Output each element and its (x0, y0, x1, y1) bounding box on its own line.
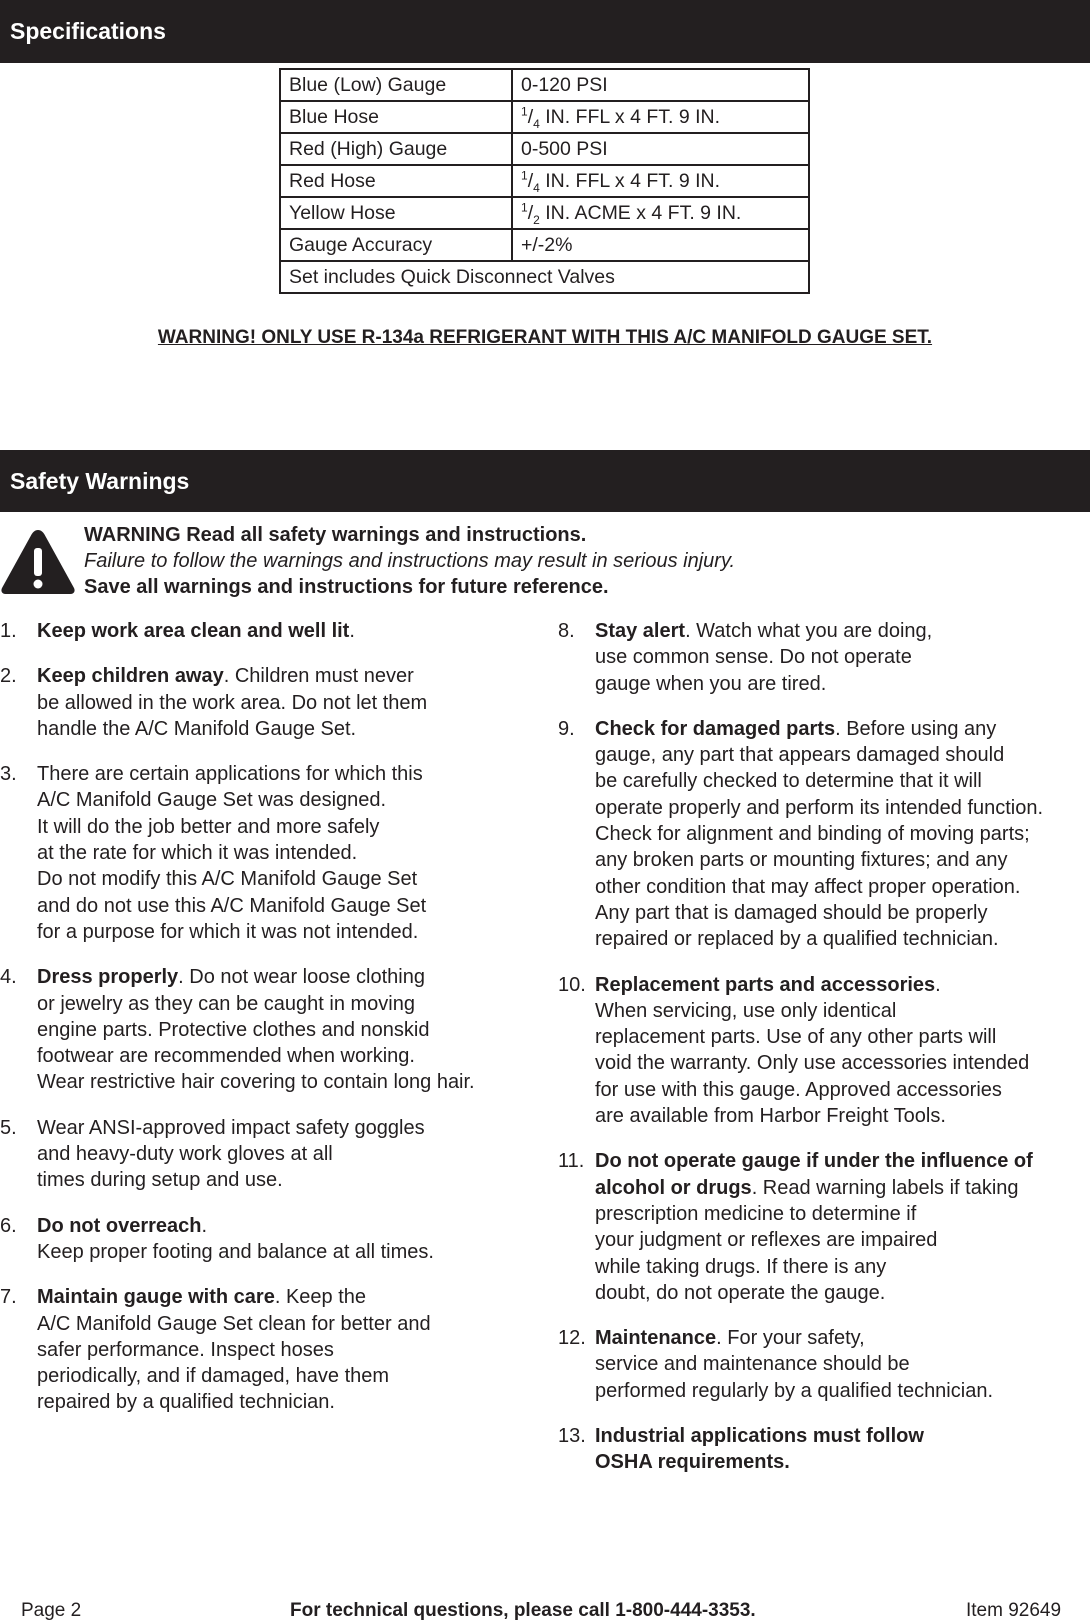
safety-item-text: . (349, 620, 355, 642)
safety-item-text: . For your safety, service and maintenance should be performed regularly by a qualified technician. (595, 1327, 993, 1402)
footer-item-number: Item 92649 (966, 1600, 1062, 1621)
spec-row (280, 229, 809, 261)
safety-intro (84, 522, 735, 600)
spec-value (512, 133, 809, 165)
safety-item (558, 1325, 1090, 1404)
intro-save-line: Save all warnings and instructions for future reference. (84, 576, 609, 598)
safety-item-number: 3. (0, 763, 17, 786)
safety-item (0, 761, 535, 945)
safety-item-text: . Do not wear loose clothing or jewelry as they can be caught in moving engine parts. Protective clothes and nonskid footwear are recommended when working. Wear restrictive hair covering to contain long hair. (37, 966, 475, 1094)
spec-label: Red Hose (280, 165, 512, 197)
warning-triangle-icon (0, 528, 76, 596)
spec-value: $^1/_2$ IN. ACME x 4 FT. 9 IN. (512, 197, 809, 229)
spec-value (512, 69, 809, 101)
safety-item-number: 8. (558, 620, 575, 642)
safety-item (0, 1284, 535, 1415)
spec-label: Gauge Accuracy (280, 229, 512, 261)
spec-value: $^1/_4$ IN. FFL x 4 FT. 9 IN. (512, 101, 809, 133)
safety-item-number: 4. (0, 966, 17, 989)
safety-item (0, 663, 535, 742)
safety-item-heading: Do not operate gauge if under the influence of alcohol or drugs (595, 1150, 1033, 1199)
footer-technical-questions: For technical questions, please call 1-800-444-3353. (290, 1600, 756, 1621)
safety-item-number: 12. (558, 1327, 586, 1350)
refrigerant-warning: WARNING! ONLY USE R-134a REFRIGERANT WITH THIS A/C MANIFOLD GAUGE SET. (157, 327, 933, 348)
intro-failure-line: Failure to follow the warnings and instructions may result in serious injury. (84, 550, 736, 572)
safety-item-number: 1. (0, 620, 17, 642)
specifications-table (279, 68, 810, 294)
safety-item-number: 6. (0, 1214, 17, 1237)
safety-item-number: 9. (558, 717, 575, 740)
safety-item-heading: Replacement parts and accessories (595, 973, 936, 996)
spec-label: Blue (Low) Gauge (280, 69, 512, 101)
safety-item (0, 1213, 535, 1266)
spec-value-text: 0-500 PSI (521, 137, 608, 160)
fraction-denominator: 4 (533, 180, 540, 195)
safety-item-heading: Industrial applications must follow OSHA requirements. (595, 1425, 924, 1474)
safety-item-number: 13. (558, 1425, 586, 1448)
safety-item-text: . Keep the A/C Manifold Gauge Set clean for better and safer performance. Inspect hoses periodically, and if damaged, have them repaired by a qualified technician. (37, 1286, 431, 1414)
intro-warning-line: WARNING Read all safety warnings and instructions. (84, 524, 587, 546)
safety-item-heading: Keep work area clean and well lit (37, 620, 350, 642)
safety-item-text: . Watch what you are doing, use common sense. Do not operate gauge when you are tired. (595, 620, 933, 695)
safety-item-text: . Read warning labels if taking prescription medicine to determine if your judgment or reflexes are impaired while taking drugs. If there is any doubt, do not operate the gauge. (595, 1176, 1019, 1304)
spec-footnote: Set includes Quick Disconnect Valves (280, 261, 809, 293)
safety-item-heading: Do not overreach (37, 1214, 202, 1237)
safety-item-text: . Before using any gauge, any part that appears damaged should be carefully checked to determine that it will operate properly and perform its intended function. Check for alignment and binding of moving parts; any broken parts or mounting fixtures; and any other condition that may affect proper operation. Any part that is damaged should be properly repaired or replaced by a qualified technician. (595, 717, 1044, 951)
spec-footnote-row (280, 261, 809, 293)
safety-item-heading: Maintenance (595, 1327, 717, 1350)
fraction-numerator: 1 (521, 168, 528, 182)
fraction-numerator: 1 (521, 200, 528, 214)
safety-item-text: There are certain applications for which this A/C Manifold Gauge Set was designed. It will do the job better and more safely at the rate for which it was intended. Do not modify this A/C Manifold Gauge Set and do not use this A/C Manifold Gauge Set for a purpose for which it was not intended. (37, 763, 427, 943)
spec-label: Blue Hose (280, 101, 512, 133)
safety-item (558, 716, 1090, 953)
safety-item-heading: Check for damaged parts (595, 717, 836, 740)
spec-value-text: IN. ACME x 4 FT. 9 IN. (539, 201, 742, 224)
safety-item-heading: Keep children away (37, 665, 224, 688)
safety-item-heading: Maintain gauge with care (37, 1286, 275, 1309)
fraction-numerator: 1 (521, 104, 528, 118)
safety-item-text: . Keep proper footing and balance at all times. (37, 1214, 434, 1263)
spec-row (280, 165, 809, 197)
spec-row (280, 69, 809, 101)
spec-value-text: 0-120 PSI (521, 73, 608, 96)
safety-item-number: 5. (0, 1116, 17, 1139)
spec-label: Red (High) Gauge (280, 133, 512, 165)
spec-row (280, 101, 809, 133)
safety-item (558, 1148, 1090, 1306)
safety-item (0, 618, 535, 644)
spec-value-text: IN. FFL x 4 FT. 9 IN. (539, 169, 721, 192)
safety-item (0, 1115, 535, 1194)
safety-item-text: . When servicing, use only identical replacement parts. Use of any other parts will void the warranty. Only use accessories intended for use with this gauge. Approved accessories are available from Harbor Freight Tools. (595, 973, 1030, 1128)
safety-item-number: 11. (558, 1150, 585, 1173)
safety-warnings-header (0, 450, 1090, 512)
spec-value-text: +/-2% (521, 233, 573, 256)
spec-value: $^1/_4$ IN. FFL x 4 FT. 9 IN. (512, 165, 809, 197)
safety-list-left (0, 618, 535, 1435)
safety-item (558, 1423, 1090, 1476)
specifications-title: Specifications (10, 18, 166, 44)
safety-item-number: 2. (0, 665, 17, 688)
safety-item (558, 972, 1090, 1130)
safety-item (0, 964, 535, 1095)
safety-item-heading: Stay alert (595, 620, 686, 642)
spec-label: Yellow Hose (280, 197, 512, 229)
spec-value-text: IN. FFL x 4 FT. 9 IN. (539, 105, 721, 128)
specifications-header (0, 0, 1090, 63)
fraction-denominator: 4 (533, 116, 540, 131)
safety-list-right (558, 618, 1090, 1495)
spec-value (512, 229, 809, 261)
safety-item-number: 7. (0, 1286, 17, 1309)
fraction-denominator: 2 (533, 212, 540, 227)
safety-item-heading: Dress properly (37, 966, 179, 989)
safety-item-text: Wear ANSI-approved impact safety goggles and heavy-duty work gloves at all times during setup and use. (37, 1116, 425, 1192)
safety-item-number: 10. (558, 973, 586, 996)
footer-page-number: Page 2 (21, 1600, 82, 1621)
spec-row (280, 133, 809, 165)
safety-item-text: . Children must never be allowed in the work area. Do not let them handle the A/C Manifold Gauge Set. (37, 665, 428, 740)
safety-item (558, 618, 1090, 697)
safety-warnings-title: Safety Warnings (10, 467, 190, 494)
spec-row (280, 197, 809, 229)
